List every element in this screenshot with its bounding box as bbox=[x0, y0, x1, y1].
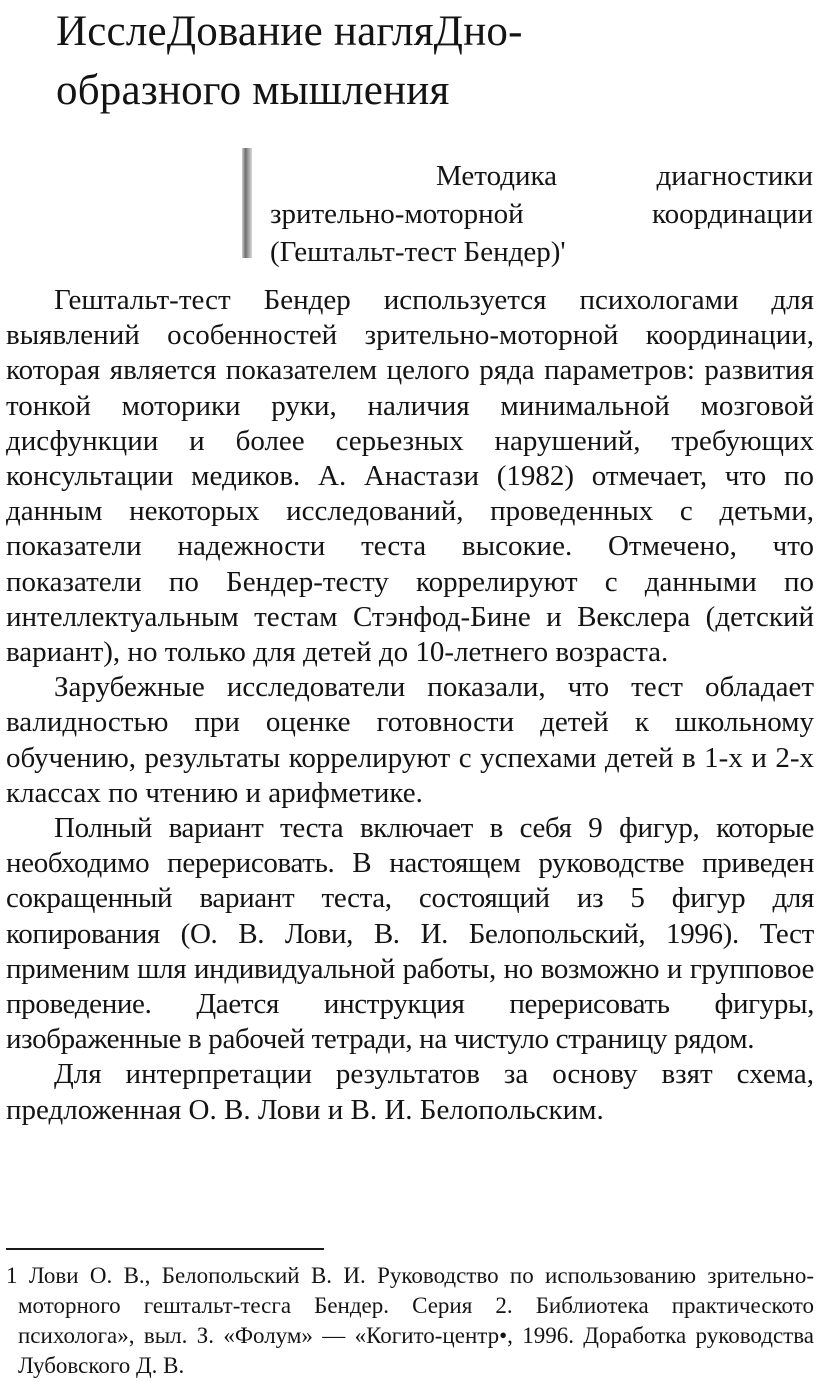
footnote bbox=[6, 1261, 814, 1381]
section-title bbox=[270, 157, 813, 271]
chapter-title bbox=[56, 2, 756, 120]
body-text bbox=[6, 283, 814, 1128]
chapter-title-line-2: образного мышления bbox=[56, 67, 450, 114]
body-paragraph-1: Гештальт-тест Бендер используется психологами для выявлений особенностей зрительно-моторной координации, которая является показателем целого ряда параметров: развития тонкой моторики руки, наличия минимальной мозговой дисфункции и более серьезных нарушений, требующих консультации медиков. А. Анастази (1982) отмечает, что по данным некоторых исследований, проведенных с детьми, показатели надежности теста высокие. Отмечено, что показатели по Бендер-тесту коррелируют с данными по интеллектуальным тестам Стэнфод-Бине и Векслера (детский вариант), но только для детей до 10-летнего возраста. bbox=[6, 284, 814, 669]
section-title-line-1: Методика диагностики bbox=[436, 160, 813, 192]
footnote-text: 1 Лови О. В., Белопольский В. И. Руководство по использованию зрительно-моторного гештальт-тесга Бендер. Серия 2. Библиотека практическото психолога», выл. З. «Фолум» — «Когито-центр•, 1996. Доработка руководства Лубовского Д. В. bbox=[6, 1263, 814, 1378]
section-title-line-2: зрительно-моторной координации bbox=[270, 198, 813, 230]
section-vertical-rule bbox=[242, 148, 252, 258]
footnote-separator bbox=[6, 1248, 324, 1250]
section-title-line-3: (Гештальт-тест Бендер)' bbox=[270, 236, 566, 268]
body-paragraph-3: Полный вариант теста включает в себя 9 фигур, которые необходимо перерисовать. В настоящем руководстве приведен сокращенный вариант теста, состоящий из 5 фигур для копирования (О. В. Лови, В. И. Белопольский, 1996). Тест применим шля индивидуальной работы, но возможно и групповое проведение. Дается инструкция перерисовать фигуры, изображенные в рабочей тетради, на чистуло страницу рядом. bbox=[6, 812, 814, 1056]
chapter-title-line-1: ИсслеДование нагляДно- bbox=[56, 8, 523, 55]
body-paragraph-4: Для интерпретации результатов за основу взят схема, предложенная О. В. Лови и В. И. Белопольским. bbox=[6, 1058, 814, 1126]
body-paragraph-2: Зарубежные исследователи показали, что тест обладает валидностью при оценке готовности детей к школьному обучению, результаты коррелируют с успехами детей в 1-х и 2-х классах по чтению и арифметике. bbox=[6, 671, 814, 809]
